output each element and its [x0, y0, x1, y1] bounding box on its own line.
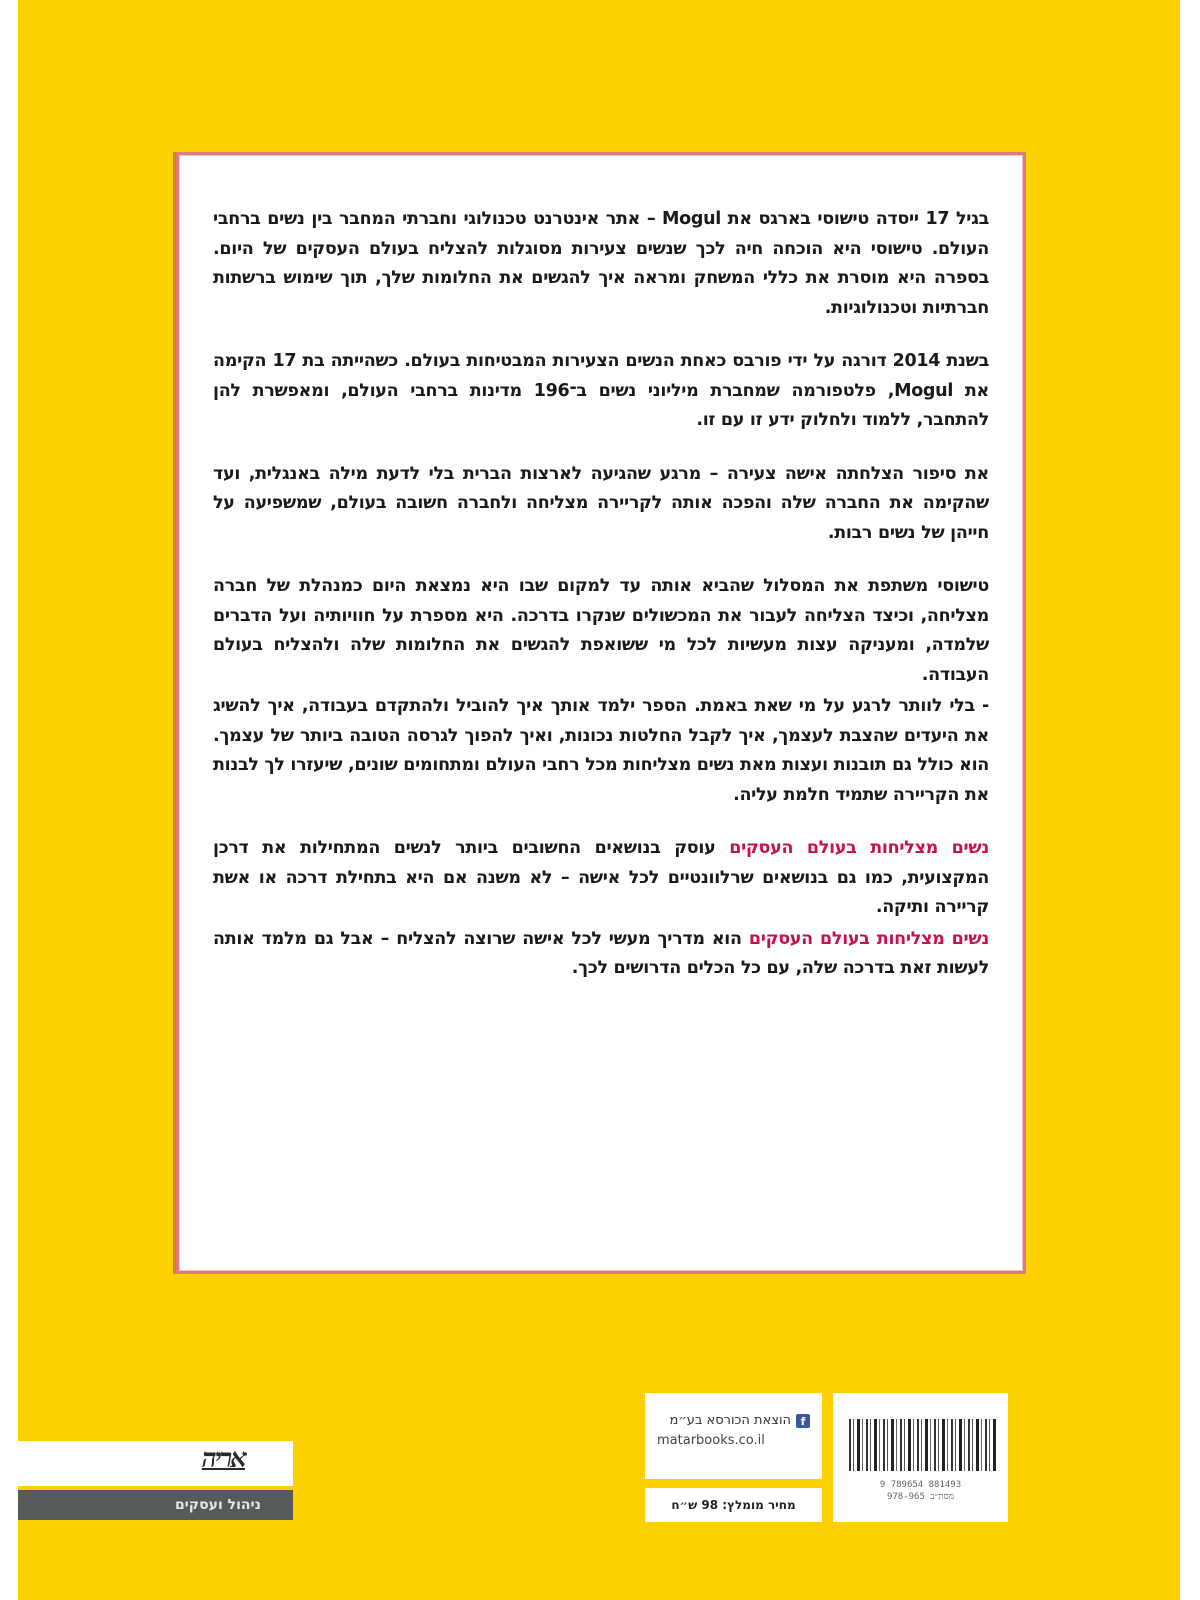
publisher-logo-strip — [18, 1441, 293, 1486]
blurb-paragraph-2: בשנת 2014 דורגה על ידי פורבס כאחת הנשים הצעירות המבטיחות בעולם. כשהייתה בת 17 הקימה את Mogul, פלטפורמה שמחברת מיליוני נשים ב־196 מדינות ברחבי העולם, ומאפשרת להן להתחבר, ללמוד ולחלוק ידע זו עם זו. — [213, 351, 990, 430]
isbn-number — [833, 1479, 1008, 1503]
blurb-paragraph-6 — [213, 834, 989, 923]
publisher-name: הוצאת הכורסא בע״מ — [669, 1413, 791, 1428]
blurb-paragraph-4: טישוסי משתפת את המסלול שהביא אותה עד למקום שבו היא נמצאת היום כמנהלת של חברה מצליחה, וכיצד הצליחה לעבור את המכשולים שנקרו בדרכה. היא מספרת על חוויותיה ועל הדברים שלמדה, ומעניקה עצות מעשיות לכל מי ששואפת להגשים את החלומות שלה ולהצליח בעולם העבודה. — [213, 576, 989, 685]
blurb-paragraph-5: - בלי לוותר לרגע על מי שאת באמת. הספר ילמד אותך איך להוביל ולהתקדם בעבודה, איך להשיג את היעדים שהצבת לעצמך, איך לקבל החלטות נכונות, ואיך להפוך לגרסה הטובה ביותר של עצמך. הוא כולל גם תובנות ועצות מאת נשים מצליחות מכל רחבי העולם ומתחומים שונים, שיעזרו לך לבנות את הקריירה שתמיד חלמת עליה. — [213, 696, 989, 805]
publisher-logo-signature: אריה — [201, 1444, 245, 1474]
blurb-paragraph-3: את סיפור הצלחתה אישה צעירה – מרגע שהגיעה לארצות הברית בלי לדעת מילה באנגלית, ועד שהקימה את החברה שלה והפכה אותה לקריירה מצליחה ולחברה חשובה בעולם, שמשפיעה על חייהן של נשים רבות. — [213, 463, 989, 543]
isbn-barcode-box — [833, 1393, 1008, 1522]
blurb-text — [213, 205, 989, 1008]
blurb-paragraph-1: בגיל 17 ייסדה טישוסי בארגס את Mogul – אתר אינטרנט טכנולוגי וחברתי המחבר בין נשים ברחבי העולם. טישוסי היא הוכחה חיה לכך שנשים צעירות מסוגלות להצליח בעולם העסקים של היום. בספרה היא מוסרת את כללי המשחק ומראה איך להגשים את החלומות שלך, תוך שימוש ברשתות חברתיות וטכנולוגיות. — [213, 209, 989, 318]
barcode-icon — [849, 1419, 997, 1471]
series-label-bar: ניהול ועסקים — [18, 1490, 293, 1520]
blurb-paragraph-7 — [213, 925, 989, 984]
book-title-highlight: נשים מצליחות בעולם העסקים — [729, 838, 990, 858]
blurb-frame — [176, 152, 1026, 1274]
facebook-icon: f — [796, 1414, 810, 1428]
publisher-info-box — [645, 1393, 822, 1479]
isbn-digits: 9 789654 881493 — [879, 1480, 962, 1490]
blurb-paragraph-6-body: עוסק בנושאים החשובים ביותר לנשים המתחילות את דרכן המקצועית, כמו גם בנושאים שרלוונטיים לכל אישה – לא משנה אם היא בתחילת דרכה או אשת קריירה ותיקה. — [213, 838, 989, 917]
publisher-url: matarbooks.co.il — [657, 1433, 765, 1448]
book-title-highlight: נשים מצליחות בעולם העסקים — [748, 928, 989, 949]
catalog-number: מסת״ב 978-965 — [886, 1492, 955, 1502]
blurb-paragraph-7-body: הוא מדריך מעשי לכל אישה שרוצה להצליח – אבל גם מלמד אותה לעשות זאת בדרכה שלה, עם כל הכלים הדרושים לכך. — [213, 928, 989, 978]
publisher-name-row — [657, 1411, 810, 1431]
price-box: מחיר מומלץ: 98 ש״ח — [645, 1488, 822, 1522]
